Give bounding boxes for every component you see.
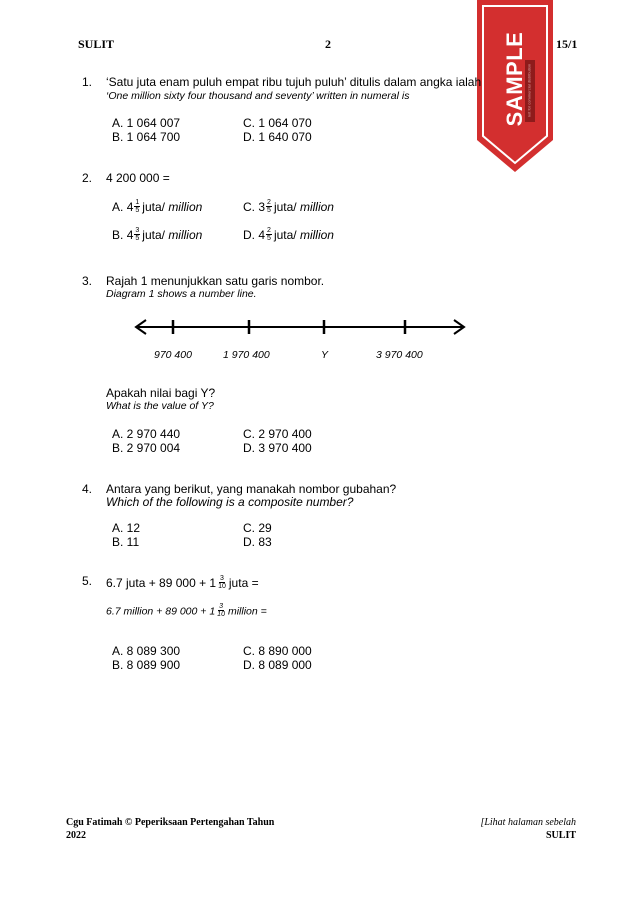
footer-right: [Lihat halaman sebelah SULIT [480,817,576,841]
q5-option-b[interactable]: B. 8 089 900 [112,658,181,672]
q2-stem: 4 200 000 = [106,171,170,185]
header-right: 15/1 [556,37,578,51]
number-line-label-2: 1 970 400 [223,349,270,361]
q3-option-a[interactable]: A. 2 970 440 [112,427,181,441]
q5-malay: 6.7 juta + 89 000 + 1 $\frac{3}{10}$ juta = [106,575,259,591]
q4-option-b[interactable]: B. 11 [112,535,140,549]
q5-option-c[interactable]: C. 8 890 000 [243,644,312,658]
sample-subtext: not for commercial distribution [526,63,532,118]
q5-english: 6.7 million + 89 000 + 1 $\frac{3}{10}$ million = [106,603,267,618]
number-line [130,315,470,341]
sample-text: SAMPLE [502,31,527,127]
q3-option-d[interactable]: D. 3 970 400 [243,441,312,455]
q3-sub-malay: Apakah nilai bagi Y? [106,386,216,400]
number-line-label-4: 3 970 400 [376,349,423,361]
q2-option-a[interactable]: A. 4 $\frac{1}{5}$ juta/ million [112,199,203,215]
q3-number: 3. [82,274,93,288]
q2-option-c[interactable]: C. 3 $\frac{2}{5}$ juta/ million [243,199,334,215]
q5-option-a[interactable]: A. 8 089 300 [112,644,181,658]
fraction: $\frac{3}{10}$ [218,575,226,591]
q3-option-c[interactable]: C. 2 970 400 [243,427,312,441]
q5-number: 5. [82,574,93,588]
q1-option-b[interactable]: B. 1 064 700 [112,130,181,144]
number-line-label-y: Y [321,349,329,361]
footer-left: Cgu Fatimah © Peperiksaan Pertengahan Tahun 2022 [66,817,275,841]
q1-option-c[interactable]: C. 1 064 070 [243,116,312,130]
fraction: $\frac{1}{5}$ [135,199,140,215]
sample-stamp [475,0,555,176]
q2-option-d[interactable]: D. 4 $\frac{2}{5}$ juta/ million [243,227,334,243]
q3-sub-english: What is the value of Y? [106,400,214,412]
q1-malay: ‘Satu juta enam puluh empat ribu tujuh puluh’ ditulis dalam angka ialah [106,75,482,89]
q4-english: Which of the following is a composite number? [106,495,354,509]
q4-option-d[interactable]: D. 83 [243,535,272,549]
q1-option-d[interactable]: D. 1 640 070 [243,130,312,144]
q4-malay: Antara yang berikut, yang manakah nombor gubahan? [106,482,397,496]
header-left: SULIT [78,37,115,51]
q3-option-b[interactable]: B. 2 970 004 [112,441,181,455]
fraction: $\frac{2}{5}$ [267,227,271,243]
q3-english: Diagram 1 shows a number line. [106,288,257,300]
page-number: 2 [325,37,331,51]
fraction: $\frac{2}{5}$ [267,199,271,215]
q5-option-d[interactable]: D. 8 089 000 [243,658,312,672]
q3-malay: Rajah 1 menunjukkan satu garis nombor. [106,274,325,288]
fraction: $\frac{3}{5}$ [135,227,140,243]
q1-option-a[interactable]: A. 1 064 007 [112,116,181,130]
fraction: $\frac{3}{10}$ [217,603,225,618]
number-line-label-1: 970 400 [154,349,192,361]
q4-number: 4. [82,482,93,496]
q1-english: ‘One million sixty four thousand and seventy’ written in numeral is [106,90,410,102]
q2-option-b[interactable]: B. 4 $\frac{3}{5}$ juta/ million [112,227,203,243]
q4-option-a[interactable]: A. 12 [112,521,141,535]
q4-option-c[interactable]: C. 29 [243,521,272,535]
q2-number: 2. [82,171,93,185]
q1-number: 1. [82,75,93,89]
